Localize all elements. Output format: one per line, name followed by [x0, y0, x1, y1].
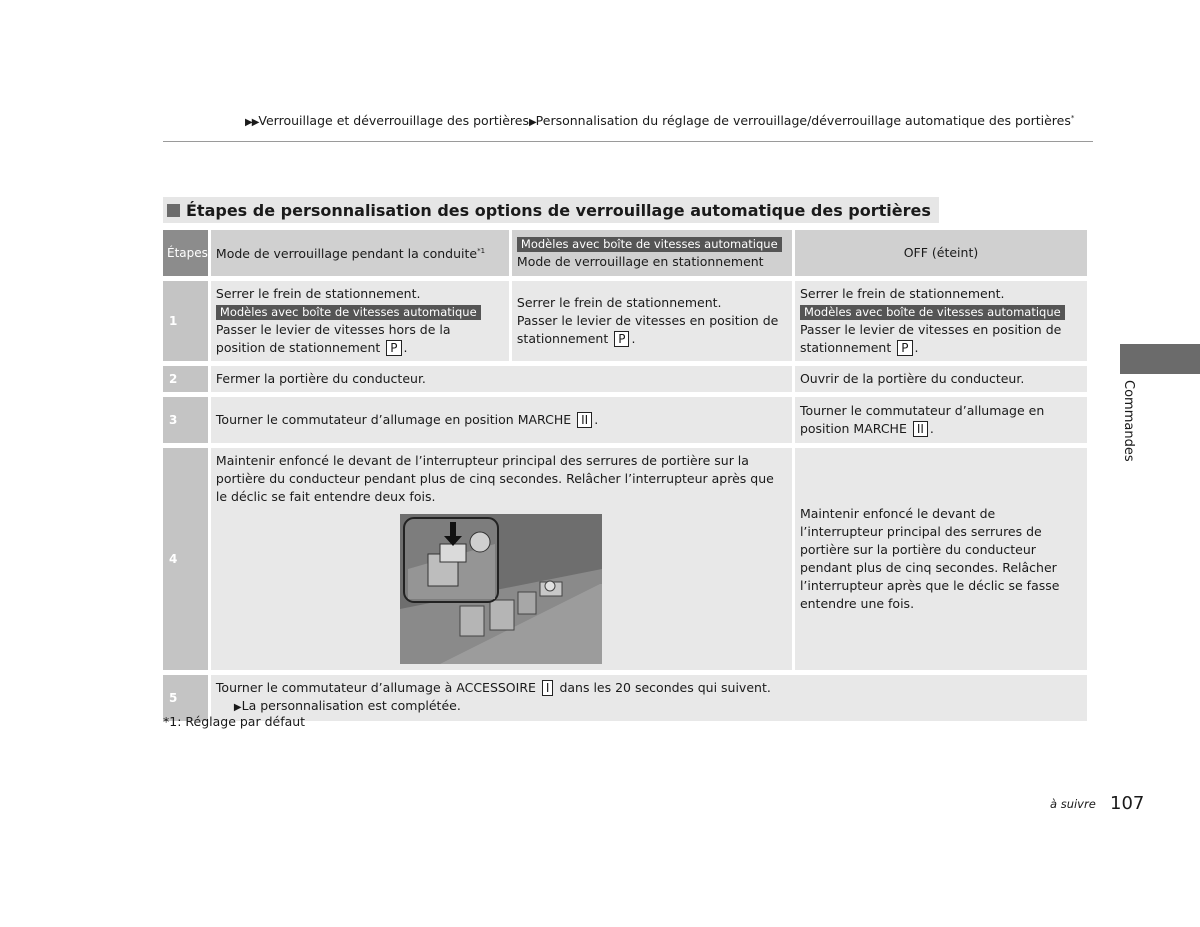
triangle-arrow-icon: ▶ — [233, 702, 242, 713]
step-number: 3 — [163, 397, 208, 443]
header-col-driving — [211, 230, 509, 276]
step1-driving-line1: Serrer le frein de stationnement. — [215, 286, 421, 301]
step2-off: Ouvrir de la portière du conducteur. — [795, 366, 1087, 392]
gear-p-key: P — [897, 340, 912, 356]
step5-main-text: Tourner le commutateur d’allumage à ACCESSOIRE — [215, 680, 536, 695]
ignition-on-key: II — [577, 412, 592, 428]
chapter-tab-label: Commandes — [1121, 380, 1136, 462]
door-lock-switch-illustration — [400, 514, 602, 664]
breadcrumb — [245, 113, 1095, 128]
step4-off: Maintenir enfoncé le devant de l’interrupteur principal des serrures de portière sur la portière du conducteur pendant plus de cinq secondes. Relâcher l’interrupteur après que le déclic se fasse entendre une fois. — [795, 448, 1087, 670]
step1-parking — [512, 281, 792, 361]
continued-label: à suivre — [1050, 797, 1096, 811]
step-number: 1 — [163, 281, 208, 361]
section-title-text: Étapes de personnalisation des options de verrouillage automatique des portières — [186, 200, 931, 220]
header-divider — [163, 141, 1093, 142]
table-header-row — [163, 230, 1087, 276]
table-row — [163, 448, 1087, 670]
step2-main: Fermer la portière du conducteur. — [211, 366, 792, 392]
section-title — [163, 197, 939, 223]
step5-main — [211, 675, 1087, 721]
step1-off-end: . — [914, 340, 919, 355]
ignition-on-key: II — [913, 421, 928, 437]
breadcrumb-arrows-icon: ▶▶ — [245, 117, 259, 128]
step1-off — [795, 281, 1087, 361]
ignition-accessory-key: I — [542, 680, 554, 696]
automatic-models-tag: Modèles avec boîte de vitesses automatique — [800, 305, 1065, 320]
step5-main-end: dans les 20 secondes qui suivent. — [559, 680, 771, 695]
breadcrumb-separator-icon: ▶ — [528, 117, 536, 128]
gear-p-key: P — [614, 331, 629, 347]
step3-off-text: Tourner le commutateur d’allumage en position MARCHE — [799, 403, 1045, 436]
step1-driving-end: . — [403, 340, 408, 355]
step1-parking-line2: Passer le levier de vitesses en position de stationnement — [516, 313, 779, 346]
step-number: 4 — [163, 448, 208, 670]
step3-off-end: . — [929, 421, 934, 436]
step1-parking-line1: Serrer le frein de stationnement. — [516, 295, 722, 310]
gear-p-key: P — [386, 340, 401, 356]
step1-driving — [211, 281, 509, 361]
step3-main-end: . — [594, 412, 599, 427]
step1-off-line2: Passer le levier de vitesses en position de stationnement — [799, 322, 1062, 355]
header-steps: Étapes — [163, 230, 208, 276]
header-col-driving-note: *1 — [477, 247, 486, 256]
header-col-parking-label: Mode de verrouillage en stationnement — [516, 254, 764, 269]
step3-main — [211, 397, 792, 443]
footnote: *1: Réglage par défaut — [163, 714, 306, 729]
breadcrumb-asterisk: * — [1070, 113, 1075, 122]
step1-driving-line2: Passer le levier de vitesses hors de la position de stationnement — [215, 322, 451, 355]
breadcrumb-part2: Personnalisation du réglage de verrouillage/déverrouillage automatique des portières — [535, 113, 1071, 128]
automatic-models-tag: Modèles avec boîte de vitesses automatique — [216, 305, 481, 320]
step4-main — [211, 448, 792, 670]
step-number: 2 — [163, 366, 208, 392]
step1-off-line1: Serrer le frein de stationnement. — [799, 286, 1005, 301]
section-square-icon — [167, 204, 180, 217]
breadcrumb-part1: Verrouillage et déverrouillage des portières — [258, 113, 529, 128]
table-row — [163, 366, 1087, 392]
step4-main-text: Maintenir enfoncé le devant de l’interrupteur principal des serrures de portière sur la portière du conducteur pendant plus de cinq secondes. Relâcher l’interrupteur après que le déclic se fait entendre deux fois. — [215, 453, 774, 504]
step3-main-text: Tourner le commutateur d’allumage en position MARCHE — [215, 412, 572, 427]
steps-table — [160, 225, 1090, 726]
step5-result: La personnalisation est complétée. — [241, 698, 461, 713]
step1-parking-end: . — [631, 331, 636, 346]
chapter-tab — [1120, 344, 1200, 374]
header-col-driving-label: Mode de verrouillage pendant la conduite — [215, 246, 478, 262]
table-row — [163, 281, 1087, 361]
automatic-models-tag: Modèles avec boîte de vitesses automatique — [517, 237, 782, 252]
step-number: 5 — [163, 675, 208, 721]
table-row — [163, 397, 1087, 443]
step3-off — [795, 397, 1087, 443]
header-col-parking — [512, 230, 792, 276]
header-col-off: OFF (éteint) — [795, 230, 1087, 276]
page-number: 107 — [1110, 793, 1145, 814]
